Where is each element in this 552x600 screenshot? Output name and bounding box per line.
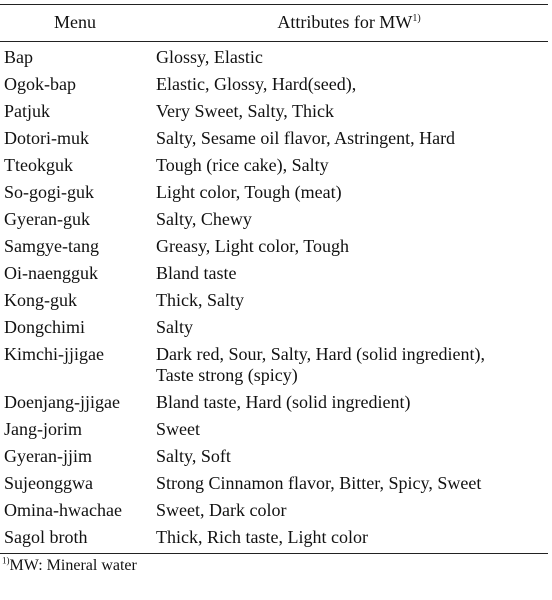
table-row xyxy=(0,341,548,389)
attributes-text: Salty xyxy=(156,317,194,337)
menu-cell: Sujeonggwa xyxy=(4,473,93,493)
attributes-cell xyxy=(150,497,548,524)
table-footnote xyxy=(0,557,552,575)
table-row xyxy=(0,260,548,287)
menu-cell: Jang-jorim xyxy=(4,419,82,439)
attributes-cell xyxy=(150,152,548,179)
menu-cell: Kimchi-jjigae xyxy=(4,344,104,364)
attributes-cell xyxy=(150,42,548,72)
table-header xyxy=(0,5,548,42)
menu-cell: So-gogi-guk xyxy=(4,182,94,202)
column-header-attributes-label: Attributes for MW xyxy=(277,11,413,32)
attributes-cell xyxy=(150,125,548,152)
table-row xyxy=(0,497,548,524)
menu-cell: Ogok-bap xyxy=(4,74,76,94)
table-row xyxy=(0,42,548,72)
attributes-cell xyxy=(150,470,548,497)
menu-cell: Oi-naengguk xyxy=(4,263,98,283)
menu-cell: Gyeran-guk xyxy=(4,209,90,229)
header-row xyxy=(0,5,548,42)
column-header-menu xyxy=(0,5,150,42)
table-body xyxy=(0,42,548,554)
menu-cell: Omina-hwachae xyxy=(4,500,122,520)
table-row xyxy=(0,416,548,443)
table-row xyxy=(0,287,548,314)
table-row xyxy=(0,524,548,554)
attributes-cell xyxy=(150,314,548,341)
footnote-text: MW: Mineral water xyxy=(9,557,137,574)
attributes-text: Bland taste xyxy=(156,263,237,283)
attributes-text: Salty, Soft xyxy=(156,446,231,466)
attributes-cell xyxy=(150,233,548,260)
attributes-text: Greasy, Light color, Tough xyxy=(156,236,349,256)
attributes-cell xyxy=(150,389,548,416)
table-row xyxy=(0,98,548,125)
attributes-text: Very Sweet, Salty, Thick xyxy=(156,101,334,121)
column-header-menu-label: Menu xyxy=(54,11,96,32)
attributes-cell xyxy=(150,341,548,389)
attributes-text: Light color, Tough (meat) xyxy=(156,182,342,202)
attributes-text: Thick, Rich taste, Light color xyxy=(156,527,368,547)
attributes-cell xyxy=(150,179,548,206)
table-row xyxy=(0,314,548,341)
menu-cell: Bap xyxy=(4,47,33,67)
table-row xyxy=(0,233,548,260)
attributes-text: Thick, Salty xyxy=(156,290,244,310)
attributes-text: Salty, Chewy xyxy=(156,209,252,229)
table-row xyxy=(0,443,548,470)
attributes-text: Taste strong (spicy) xyxy=(156,365,298,385)
menu-cell: Sagol broth xyxy=(0,524,150,554)
menu-cell: Doenjang-jjigae xyxy=(4,392,120,412)
attributes-cell xyxy=(150,260,548,287)
menu-cell: Samgye-tang xyxy=(4,236,99,256)
footnote-mark: 1) xyxy=(2,555,10,566)
menu-cell: Kong-guk xyxy=(4,290,77,310)
attributes-cell xyxy=(150,71,548,98)
footnote-mark: 1) xyxy=(412,12,421,24)
attributes-cell xyxy=(150,416,548,443)
attributes-text: Tough (rice cake), Salty xyxy=(156,155,329,175)
menu-cell: Dotori-muk xyxy=(4,128,89,148)
attributes-cell xyxy=(150,98,548,125)
attributes-cell xyxy=(150,443,548,470)
attributes-text: Strong Cinnamon flavor, Bitter, Spicy, Sweet xyxy=(156,473,482,493)
attributes-cell xyxy=(150,287,548,314)
table-row xyxy=(0,470,548,497)
menu-cell: Tteokguk xyxy=(4,155,73,175)
table-row xyxy=(0,125,548,152)
attributes-text: Sweet, Dark color xyxy=(156,500,287,520)
attributes-text: Sweet xyxy=(156,419,200,439)
attributes-text: Dark red, Sour, Salty, Hard (solid ingredient), xyxy=(156,344,486,364)
menu-cell: Dongchimi xyxy=(4,317,85,337)
attributes-text: Glossy, Elastic xyxy=(156,47,263,67)
table-row xyxy=(0,179,548,206)
menu-cell: Patjuk xyxy=(4,101,51,121)
table-row xyxy=(0,71,548,98)
table-row xyxy=(0,152,548,179)
table-row xyxy=(0,206,548,233)
table-row xyxy=(0,389,548,416)
attributes-text: Salty, Sesame oil flavor, Astringent, Hard xyxy=(156,128,456,148)
attributes-cell xyxy=(150,206,548,233)
column-header-attributes xyxy=(150,5,548,42)
menu-cell: Gyeran-jjim xyxy=(4,446,92,466)
attributes-text: Elastic, Glossy, Hard(seed), xyxy=(156,74,357,94)
attributes-text: Bland taste, Hard (solid ingredient) xyxy=(156,392,411,412)
attributes-cell xyxy=(150,524,548,554)
menu-attributes-table xyxy=(0,4,548,554)
